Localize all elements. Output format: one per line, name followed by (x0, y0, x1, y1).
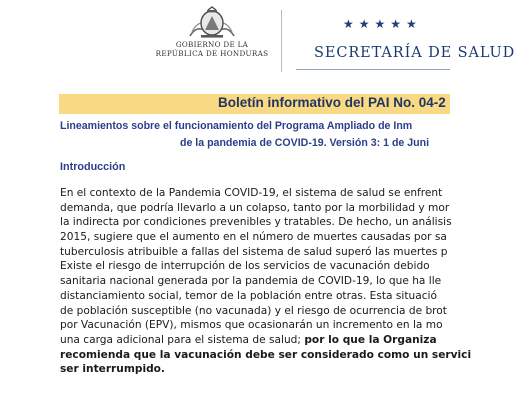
paragraph-line: de población susceptible (no vacunada) y el riesgo de ocurrencia de brot (60, 304, 447, 317)
paragraph-line: demanda, que podría llevarlo a un colapso, tanto por la morbilidad y mor (60, 201, 450, 214)
stars-icon: ★★★★★ (343, 17, 422, 31)
paragraph-line: por Vacunación (EPV), mismos que ocasionarán un incremento en la mo (60, 319, 443, 332)
government-name (150, 40, 274, 58)
bulletin-title-bar (59, 94, 450, 114)
paragraph-line: la indirecta por condiciones prevenibles y tratables. De hecho, un análisis (60, 216, 452, 229)
honduras-coat-of-arms-icon (186, 6, 238, 40)
paragraph-line: 2015, sugiere que el aumento en el número de muertes causadas por sa (60, 231, 447, 244)
government-name-line1: GOBIERNO DE LA (175, 40, 249, 49)
paragraph-line: distanciamiento social, temor de la población entre otras. Esta situació (60, 289, 437, 302)
header-divider (281, 10, 282, 72)
paragraph-line: sanitaria nacional generada por la pandemia de COVID-19, lo que ha lle (60, 275, 442, 288)
paragraph-line: tuberculosis atribuible a fallas del sistema de salud superó las muertes p (60, 245, 448, 258)
bulletin-subtitle-line1: Lineamientos sobre el funcionamiento del Programa Ampliado de Inm (60, 120, 413, 132)
paragraph-line: Existe el riesgo de interrupción de los servicios de vacunación debido (60, 260, 430, 273)
paragraph-text: una carga adicional para el sistema de salud; (60, 333, 305, 346)
paragraph-line-mixed (60, 333, 450, 348)
section-heading-introduction: Introducción (60, 161, 126, 173)
paragraph-line: En el contexto de la Pandemia COVID-19, el sistema de salud se enfrent (60, 187, 443, 199)
bulletin-title: Boletín informativo del PAI No. 04-2 (218, 95, 446, 110)
ministry-name: SECRETARÍA DE SALUD (314, 45, 515, 61)
ministry-underline (296, 69, 450, 70)
government-name-line2: REPÚBLICA DE HONDURAS (155, 49, 269, 58)
bulletin-subtitle-line2: de la pandemia de COVID-19. Versión 3: 1 de Juni (180, 137, 430, 149)
paragraph-bold-line: ser interrumpido. (60, 363, 165, 376)
paragraph-bold-text: por lo que la Organiza (304, 333, 437, 346)
paragraph-bold-line: recomienda que la vacunación debe ser considerado como un servici (60, 348, 472, 361)
introduction-paragraph (60, 186, 472, 377)
